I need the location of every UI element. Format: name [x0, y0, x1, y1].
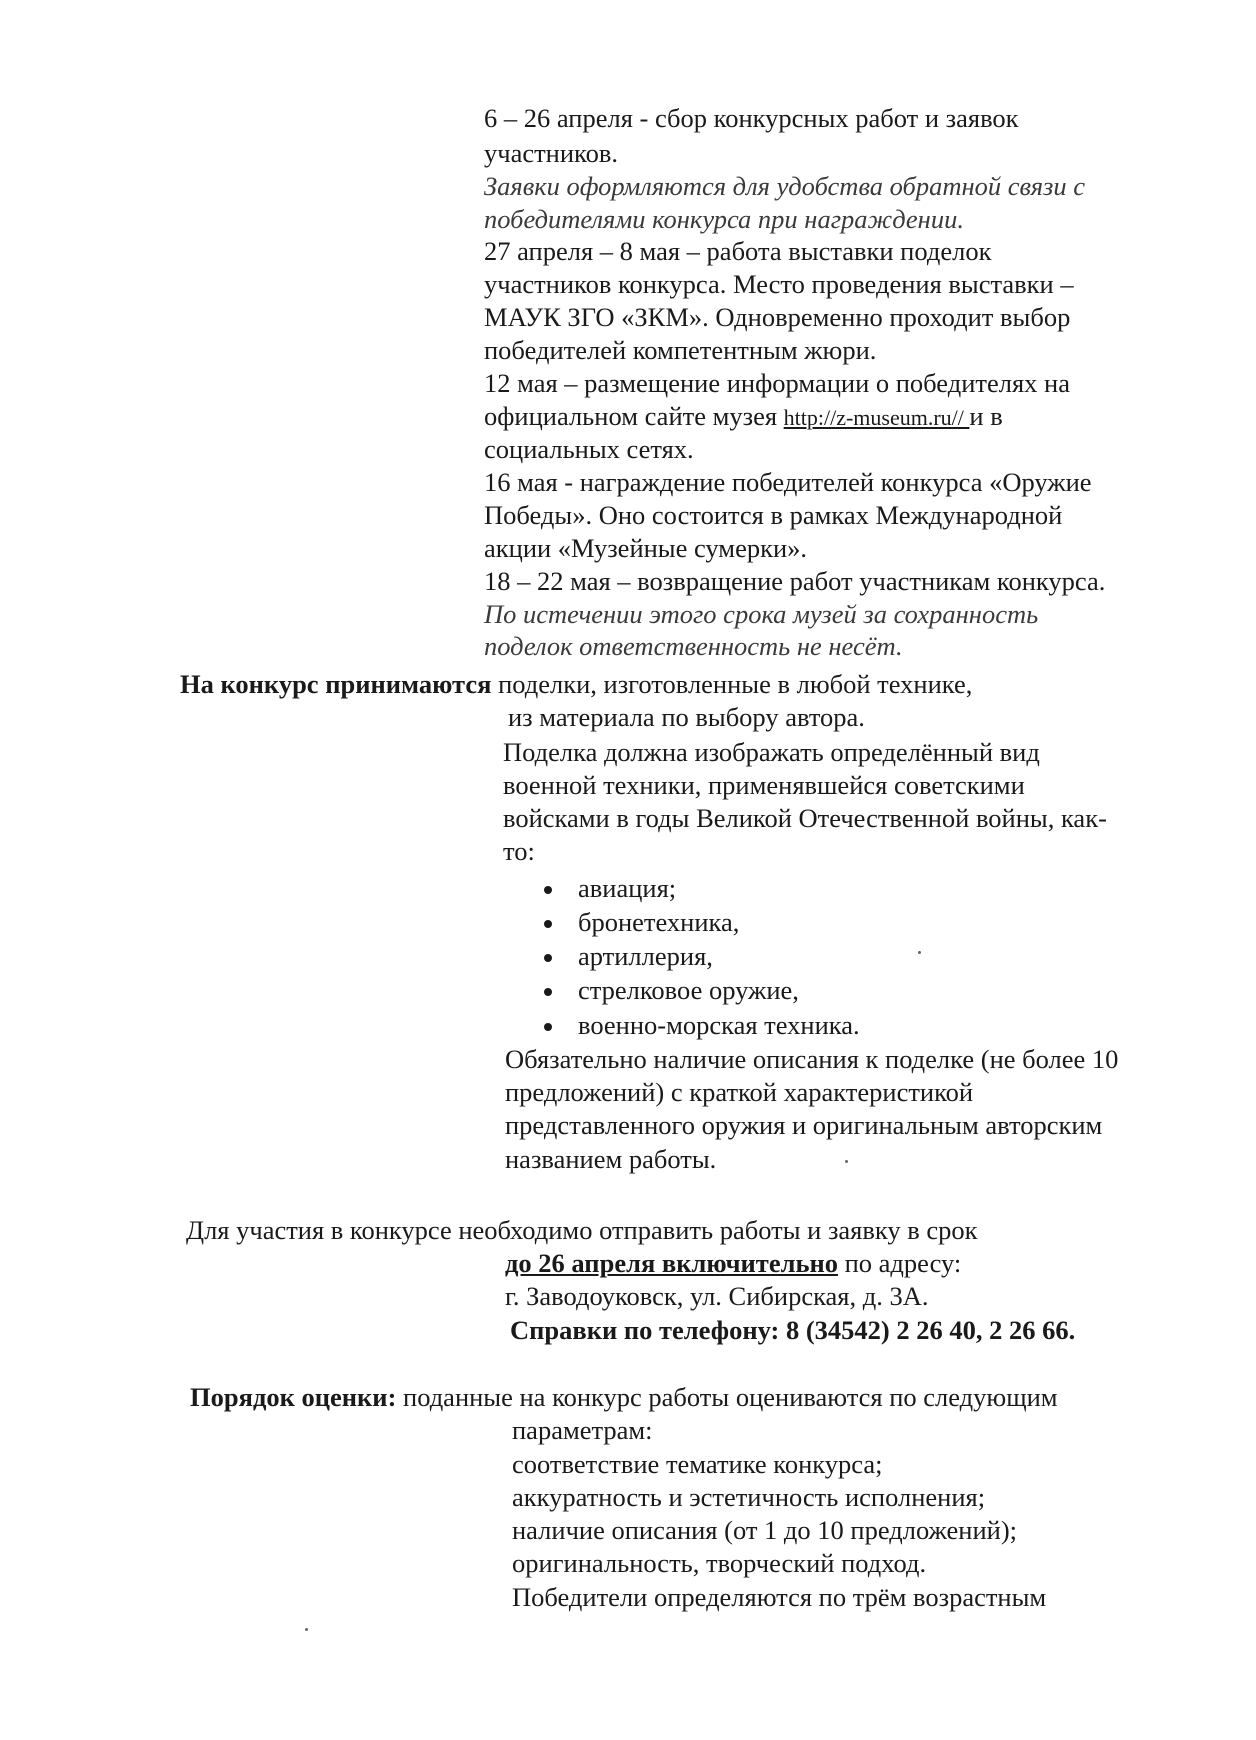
bullet-dot: [544, 1023, 552, 1031]
schedule-line-10: [484, 400, 1003, 434]
schedule-note-3: По истечении этого срока музей за сохранность: [484, 599, 1039, 629]
accepted-line-3: Поделка должна изображать определённый вид: [503, 737, 1040, 767]
list-item: авиация;: [578, 873, 677, 903]
schedule-line-15: 18 – 22 мая – возвращение работ участникам конкурса.: [484, 566, 1106, 596]
participation-line-1: Для участия в конкурсе необходимо отправить работы и заявку в срок: [186, 1215, 978, 1245]
evaluation-line-7: Победители определяются по трём возрастным: [512, 1582, 1047, 1612]
schedule-line-6: участников конкурса. Место проведения выставки –: [484, 269, 1074, 299]
deadline-text: до 26 апреля включительно: [505, 1248, 838, 1278]
scan-speck: [305, 1628, 308, 1631]
scan-speck: [845, 1160, 848, 1163]
list-item: стрелковое оружие,: [578, 975, 799, 1005]
description-line-2: предложений) с краткой характеристикой: [505, 1077, 974, 1107]
schedule-line-5: 27 апреля – 8 мая – работа выставки поделок: [484, 236, 992, 266]
list-item: артиллерия,: [578, 941, 713, 971]
bullet-dot: [544, 920, 552, 928]
schedule-line-10-text: официальном сайте музея: [484, 401, 784, 431]
description-line-1: Обязательно наличие описания к поделке (не более 10: [505, 1044, 1119, 1074]
schedule-note-2: победителями конкурса при награждении.: [484, 204, 964, 234]
participation-line-2: [505, 1247, 961, 1279]
schedule-line-1: 6 – 26 апреля - сбор конкурсных работ и заявок: [484, 103, 1019, 133]
schedule-note-4: поделок ответственность не несёт.: [484, 631, 903, 661]
evaluation-line-3: соответствие тематике конкурса;: [512, 1449, 883, 1479]
schedule-line-11: социальных сетях.: [484, 434, 694, 464]
evaluation-text-1: поданные на конкурс работы оцениваются по следующим: [396, 1382, 1058, 1412]
schedule-line-14: акции «Музейные сумерки».: [484, 533, 808, 563]
accepted-line-4: военной техники, применявшейся советскими: [503, 770, 1025, 800]
schedule-line-8: победителей компетентным жюри.: [484, 335, 877, 365]
evaluation-line-5: наличие описания (от 1 до 10 предложений);: [512, 1515, 1018, 1545]
accepted-line-1: [180, 668, 972, 700]
museum-website-link[interactable]: http://z-museum.ru//: [783, 405, 970, 430]
schedule-line-13: Победы». Оно состоится в рамках Международной: [484, 500, 1063, 530]
accepted-text-1: поделки, изготовленные в любой технике,: [491, 669, 973, 699]
description-line-3: представленного оружия и оригинальным авторским: [505, 1110, 1103, 1140]
list-item: военно-морская техника.: [578, 1010, 860, 1040]
evaluation-line-4: аккуратность и эстетичность исполнения;: [512, 1482, 986, 1512]
address-line: г. Заводоуковск, ул. Сибирская, д. 3А.: [505, 1281, 929, 1311]
description-line-4: названием работы.: [505, 1144, 717, 1174]
schedule-line-12: 16 мая - награждение победителей конкурса «Оружие: [484, 467, 1092, 497]
schedule-line-2: участников.: [484, 138, 618, 168]
schedule-line-9: 12 мая – размещение информации о победителях на: [484, 368, 1070, 398]
bullet-dot: [544, 886, 552, 894]
evaluation-line-6: оригинальность, творческий подход.: [512, 1548, 927, 1578]
accepted-line-6: то:: [503, 836, 535, 866]
bullet-dot: [544, 954, 552, 962]
evaluation-line-1: [190, 1381, 1058, 1413]
accepted-line-2: из материала по выбору автора.: [508, 702, 865, 732]
scan-speck: [918, 951, 921, 954]
list-item: бронетехника,: [578, 907, 740, 937]
evaluation-label: Порядок оценки:: [190, 1382, 397, 1412]
schedule-line-7: МАУК ЗГО «ЗКМ». Одновременно проходит выбор: [484, 302, 1071, 332]
phone-line: Справки по телефону: 8 (34542) 2 26 40, 2 26 66.: [510, 1315, 1076, 1345]
participation-address-intro: по адресу:: [837, 1248, 962, 1278]
schedule-note-1: Заявки оформляются для удобства обратной связи с: [484, 171, 1085, 201]
accepted-line-5: войсками в годы Великой Отечественной войны, как-: [503, 803, 1107, 833]
schedule-line-10-tail: и в: [969, 401, 1003, 431]
bullet-dot: [544, 988, 552, 996]
accepted-label: На конкурс принимаются: [180, 669, 492, 699]
evaluation-line-2: параметрам:: [512, 1415, 653, 1445]
